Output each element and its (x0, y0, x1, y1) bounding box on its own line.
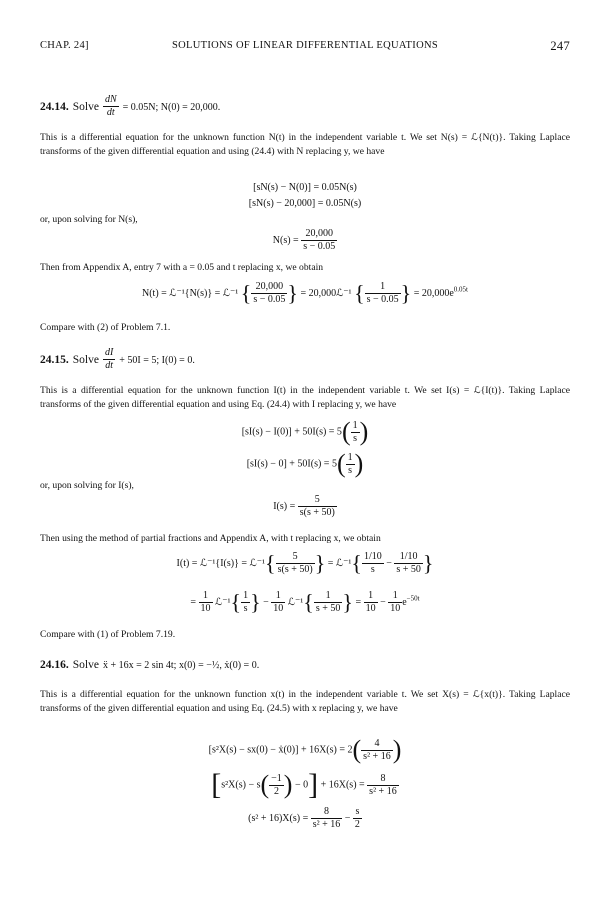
fraction: $\frac{8}{\text{s² + 16}}$ (369, 772, 397, 797)
fraction: $\frac{1}{s}$ (352, 419, 358, 444)
fraction: $\frac{5}{s(s + 50)}$ (299, 494, 335, 518)
solve-word: Solve (72, 354, 99, 367)
problem-24-15-statement (40, 347, 195, 372)
page-number: 247 (550, 39, 570, 53)
chapter-title: SOLUTIONS OF LINEAR DIFFERENTIAL EQUATIONS (172, 40, 438, 51)
fraction: $\frac{1/10}{s}$ (363, 551, 382, 575)
problem-number: 24.16. (40, 659, 69, 671)
fraction: $\frac{4}{\text{s² + 16}}$ (363, 737, 391, 762)
paragraph: This is a differential equation for the unknown function I(t) in the independent variable t. We set I(s) = ℒ{I(t)}. Taking Laplace transforms of the given differential equation and using Eq. (24.4) with I replacing y, we have (40, 385, 570, 410)
fraction: $\frac{5}{s(s + 50)}$ (277, 551, 313, 575)
fraction: $\frac{20,000}{s - 0.05}$ (253, 281, 286, 305)
paragraph: Then using the method of partial fractions and Appendix A, with t replacing x, we obtain (40, 533, 381, 544)
statement-tail: + 50I = 5; I(0) = 0. (119, 355, 195, 367)
equation: [sN(s) − N(0)] = 0.05N(s) (253, 182, 357, 193)
fraction: $\frac{-1}{2}$ (271, 772, 282, 797)
fraction: $\frac{s}{2}$ (354, 806, 360, 830)
fraction: $\frac{1}{10}$ (200, 590, 211, 614)
fraction: $\frac{1/10}{s + 50}$ (396, 551, 421, 575)
problem-number: 24.15. (40, 354, 69, 367)
solve-word: Solve (72, 659, 99, 671)
fraction: $\frac{1}{s}$ (243, 590, 249, 614)
equation: N(s) = $\frac{20,000}{s - 0.05}$ (272, 228, 336, 252)
equation: [sI(s) − 0] + 50I(s) = 5( $\frac{1}{s}$ ) (246, 449, 364, 478)
equation: = $\frac{1}{10}$ ℒ⁻¹{ $\frac{1}{s}$ } − $\frac{1}{10}$ ℒ⁻¹{ $\frac{1}{s + 50}$ } = $\frac{1}{10}$ − $\frac{1}{10}$ $e^{-50t}$ (190, 589, 420, 615)
paragraph: or, upon solving for N(s), (40, 214, 138, 225)
equation: N(t) = ℒ⁻¹{N(s)} = ℒ⁻¹ { $\frac{20,000}{s - 0.05}$ } = 20,000ℒ⁻¹ { $\frac{1}{s - 0.05}$ } = $20,000e^{0.05t}$ (142, 280, 468, 306)
equation: [sN(s) − 20,000] = 0.05N(s) (248, 198, 362, 209)
paragraph: or, upon solving for I(s), (40, 480, 134, 491)
fraction: $\frac{1}{10}$ (365, 590, 376, 614)
solve-word: Solve (72, 101, 99, 114)
chapter-label: CHAP. 24] (40, 40, 89, 51)
fraction: $\frac{1}{10}$ (273, 590, 284, 614)
equation: [s²X(s) − s( $\frac{-1}{2}$ ) − 0] + 16X(s) = $\frac{8}{\text{s² + 16}}$ (211, 768, 397, 801)
problem-24-16-statement (40, 655, 259, 673)
paragraph: Then from Appendix A, entry 7 with a = 0.05 and t replacing x, we obtain (40, 262, 324, 273)
equation: [sI(s) − I(0)] + 50I(s) = 5( $\frac{1}{s}$ ) (241, 417, 369, 446)
fraction: $\frac{1}{s - 0.05}$ (366, 281, 399, 305)
equation: (s² + 16)X(s) = $\frac{8}{\text{s² + 16}}$ − $\frac{s}{2}$ (248, 806, 360, 830)
fraction: $\frac{20,000}{s - 0.05}$ (303, 228, 336, 252)
fraction: $\frac{1}{10}$ (390, 590, 401, 614)
fraction: $\frac{1}{s + 50}$ (315, 590, 341, 614)
equation: [s²X(s) − sx(0) − ẋ(0)] + 16X(s) = 2( $\frac{4}{\text{s² + 16}}$ ) (208, 735, 402, 764)
paragraph: This is a differential equation for the unknown function N(t) in the independent variable t. We set N(s) = ℒ{N(t)}. Taking Laplace transforms of the given differential equation and using (24.4) with N replacing y, we have (40, 132, 570, 157)
fraction: $\frac{8}{\text{s² + 16}}$ (312, 806, 341, 830)
problem-number: 24.14. (40, 101, 69, 114)
statement-tail: = 0.05N; N(0) = 20,000. (122, 102, 221, 114)
equation: I(t) = ℒ⁻¹{I(s)} = ℒ⁻¹{ $\frac{5}{s(s + 50)}$ } = ℒ⁻¹{ $\frac{1/10}{s}$ − $\frac{1/10}{s + 50}$ } (176, 550, 434, 576)
equation: I(s) = $\frac{5}{s(s + 50)}$ (273, 494, 335, 518)
fraction: $\frac{1}{s}$ (347, 451, 353, 476)
problem-24-14-statement (40, 94, 220, 119)
running-header (40, 40, 570, 56)
paragraph: This is a differential equation for the unknown function x(t) in the independent variable t. We set X(s) = ℒ{x(t)}. Taking Laplace transforms of the given differential equation and using Eq. (24.5) with x replacing y, we have (40, 689, 570, 714)
paragraph: Compare with (1) of Problem 7.19. (40, 629, 176, 640)
paragraph: Compare with (2) of Problem 7.1. (40, 322, 171, 333)
statement: ẍ + 16x = 2 sin 4t; x(0) = −½, ẋ(0) = 0. (102, 660, 260, 671)
derivative-fraction: $\frac{dI}{dt}$ (104, 347, 114, 371)
derivative-fraction: $\frac{dN}{dt}$ (104, 94, 117, 118)
